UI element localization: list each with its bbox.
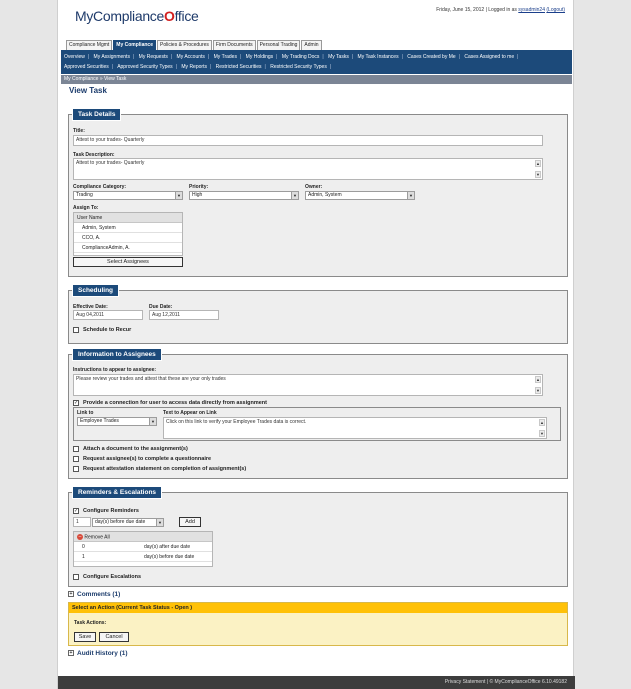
category-value: Trading	[76, 192, 93, 198]
scroll-down-icon[interactable]: ▼	[540, 431, 544, 436]
subnav-my-holdings[interactable]: My Holdings	[245, 54, 274, 60]
scheduling-section	[68, 287, 568, 344]
reminder-qty-field[interactable]: 1	[73, 517, 91, 527]
link-box	[73, 407, 561, 441]
logout-link[interactable]: (Logout)	[546, 7, 565, 13]
logo	[75, 8, 199, 24]
sub-navigation	[61, 50, 572, 74]
link-text-field[interactable]	[163, 417, 547, 439]
instructions-field[interactable]	[73, 374, 543, 396]
due-date-label: Due Date:	[149, 304, 173, 310]
chevron-down-icon: ▼	[175, 192, 182, 199]
scroll-up-icon[interactable]: ▲	[536, 377, 540, 382]
tab-admin[interactable]: Admin	[301, 40, 321, 50]
reminder-desc: day(s) after due date	[144, 544, 191, 550]
description-field[interactable]	[73, 158, 543, 180]
priority-select[interactable]	[189, 191, 299, 200]
subnav-my-assignments[interactable]: My Assignments	[93, 54, 130, 60]
save-button[interactable]: Save	[74, 632, 96, 642]
username-link[interactable]: sysadmin24	[518, 7, 545, 13]
table-row: CCO, A.	[74, 233, 182, 243]
link-to-select[interactable]	[77, 417, 157, 426]
chevron-down-icon: ▼	[149, 418, 156, 425]
description-text: Attest to your trades- Quarterly	[76, 160, 145, 166]
date-text: Friday, June 15, 2012 | Logged in as	[436, 7, 517, 13]
task-details-section	[68, 111, 568, 277]
table-row: ComplianceAdmin, A.	[74, 243, 182, 253]
priority-value: High	[192, 192, 203, 198]
instructions-label: Instructions to appear to assignee:	[73, 367, 157, 373]
page-title: View Task	[69, 86, 107, 95]
logo-text-suffix: ffice	[174, 8, 199, 24]
scheduling-legend: Scheduling	[72, 284, 119, 297]
reminders-header	[74, 532, 212, 542]
subnav-my-accounts[interactable]: My Accounts	[176, 54, 205, 60]
remove-all-link[interactable]: Remove All	[84, 534, 110, 541]
audit-history-toggle[interactable]	[68, 650, 128, 657]
select-assignees-button[interactable]: Select Assignees	[73, 257, 183, 267]
configure-reminders-checkbox[interactable]: ✓	[74, 508, 79, 514]
assign-to-label: Assign To:	[73, 205, 99, 211]
effective-date-label: Effective Date:	[73, 304, 108, 310]
table-row	[74, 542, 212, 552]
task-details-legend: Task Details	[72, 108, 121, 121]
subnav-my-reports[interactable]: My Reports	[181, 64, 207, 70]
subnav-approved-security-types[interactable]: Approved Security Types	[117, 64, 173, 70]
copyright-text: | © MyComplianceOffice 6.10.49182	[486, 679, 567, 685]
scroll-down-icon[interactable]: ▼	[536, 388, 540, 393]
chevron-down-icon: ▼	[407, 192, 414, 199]
main-tabs	[66, 40, 322, 50]
cancel-button[interactable]: Cancel	[99, 632, 129, 642]
scroll-up-icon[interactable]: ▲	[540, 420, 544, 425]
priority-label: Priority:	[189, 184, 209, 190]
category-label: Compliance Category:	[73, 184, 127, 190]
effective-date-field[interactable]: Aug 04,2011	[73, 310, 143, 320]
category-select[interactable]	[73, 191, 183, 200]
reminder-desc: day(s) before due date	[144, 554, 195, 560]
reminder-unit-value: day(s) before due date	[95, 519, 146, 525]
expand-icon: +	[69, 650, 73, 657]
footer	[58, 676, 575, 689]
reminders-legend: Reminders & Escalations	[72, 486, 162, 499]
connection-label: Provide a connection for user to access data directly from assignment	[83, 400, 268, 406]
attestation-checkbox[interactable]	[73, 466, 79, 472]
questionnaire-checkbox[interactable]	[73, 456, 79, 462]
information-legend: Information to Assignees	[72, 348, 162, 361]
subnav-my-trades[interactable]: My Trades	[213, 54, 237, 60]
tab-policies-procedures[interactable]: Policies & Procedures	[157, 40, 212, 50]
owner-select[interactable]	[305, 191, 415, 200]
subnav-approved-securities[interactable]: Approved Securities	[64, 64, 109, 70]
subnav-row-2: Approved Securities | Approved Security Types | My Reports | Restricted Securities | Restricted Security Types |	[64, 64, 332, 70]
scroll-up-icon[interactable]: ▲	[536, 161, 540, 166]
subnav-row-1: Overview | My Assignments | My Requests | My Accounts | My Trades | My Holdings | My Trading Docs | My Tasks | My Task Instances | Cases Created by Me | Cases Assigned to me |	[64, 54, 519, 60]
link-text-value: Click on this link to verify your Employee Trades data is correct.	[166, 419, 307, 425]
schedule-recur-label: Schedule to Recur	[83, 327, 132, 333]
connection-checkbox[interactable]: ✓	[74, 400, 79, 406]
owner-value: Admin, System	[308, 192, 342, 198]
attach-document-label: Attach a document to the assignment(s)	[83, 446, 188, 452]
reminders-table	[73, 531, 213, 567]
chevron-down-icon: ▼	[291, 192, 298, 199]
comments-label: Comments (1)	[77, 591, 121, 598]
scroll-down-icon[interactable]: ▼	[536, 172, 540, 177]
configure-escalations-label: Configure Escalations	[83, 574, 142, 580]
action-box	[68, 602, 568, 646]
reminder-num: 1	[82, 554, 85, 560]
action-header: Select an Action (Current Task Status - Open )	[69, 603, 567, 613]
reminders-section	[68, 489, 568, 587]
logo-text: MyCompliance	[75, 8, 164, 24]
reminder-num: 0	[82, 544, 85, 550]
attach-document-checkbox[interactable]	[73, 446, 79, 452]
breadcrumb: My Compliance » View Task	[61, 75, 572, 84]
tab-my-compliance[interactable]: My Compliance	[113, 40, 156, 50]
chevron-down-icon: ▼	[156, 519, 163, 526]
link-to-value: Employee Trades	[80, 418, 119, 424]
tab-personal-trading[interactable]: Personal Trading	[257, 40, 301, 50]
reminder-unit-select[interactable]	[92, 518, 164, 527]
subnav-restricted-securities[interactable]: Restricted Securities	[215, 64, 262, 70]
title-label: Title:	[73, 128, 85, 134]
subnav-my-requests[interactable]: My Requests	[138, 54, 168, 60]
tab-compliance-mgmt[interactable]: Compliance Mgmt	[66, 40, 112, 50]
subnav-my-tasks[interactable]: My Tasks	[328, 54, 349, 60]
add-reminder-button[interactable]: Add	[179, 517, 201, 527]
page-container	[57, 0, 574, 689]
remove-icon[interactable]: –	[78, 534, 82, 540]
table-row	[74, 552, 212, 562]
attestation-label: Request attestation statement on completion of assignment(s)	[83, 466, 247, 472]
task-actions-label: Task Actions:	[74, 620, 107, 626]
title-field[interactable]: Attest to your trades- Quarterly	[73, 135, 543, 146]
audit-history-label: Audit History (1)	[77, 650, 128, 657]
subnav-restricted-security-types[interactable]: Restricted Security Types	[270, 64, 327, 70]
logo-check-mark: O	[164, 8, 175, 24]
subnav-my-trading-docs[interactable]: My Trading Docs	[281, 54, 320, 60]
tab-firm-documents[interactable]: Firm Documents	[213, 40, 256, 50]
assignees-header: User Name	[74, 213, 182, 223]
subnav-cases-created-by-me[interactable]: Cases Created by Me	[407, 54, 456, 60]
due-date-field[interactable]: Aug 12,2011	[149, 310, 219, 320]
configure-escalations-checkbox[interactable]	[73, 574, 79, 580]
description-label: Task Description:	[73, 152, 115, 158]
subnav-cases-assigned-to-me[interactable]: Cases Assigned to me	[464, 54, 515, 60]
instructions-text: Please review your trades and attest that these are your only trades	[76, 376, 226, 382]
link-to-label: Link to	[77, 410, 94, 416]
privacy-link[interactable]: Privacy Statement	[444, 679, 486, 685]
subnav-overview[interactable]: Overview	[64, 54, 85, 60]
owner-label: Owner:	[305, 184, 323, 190]
expand-icon: +	[69, 591, 73, 598]
comments-toggle[interactable]	[68, 591, 120, 598]
configure-reminders-label: Configure Reminders	[83, 508, 139, 514]
assignees-table	[73, 212, 183, 256]
link-text-label: Text to Appear on Link	[163, 410, 217, 416]
information-section	[68, 351, 568, 479]
schedule-recur-checkbox[interactable]	[73, 327, 79, 333]
questionnaire-label: Request assignee(s) to complete a questionnaire	[83, 456, 212, 462]
user-info	[436, 7, 565, 13]
subnav-my-task-instances[interactable]: My Task Instances	[357, 54, 399, 60]
table-row: Admin, System	[74, 223, 182, 233]
